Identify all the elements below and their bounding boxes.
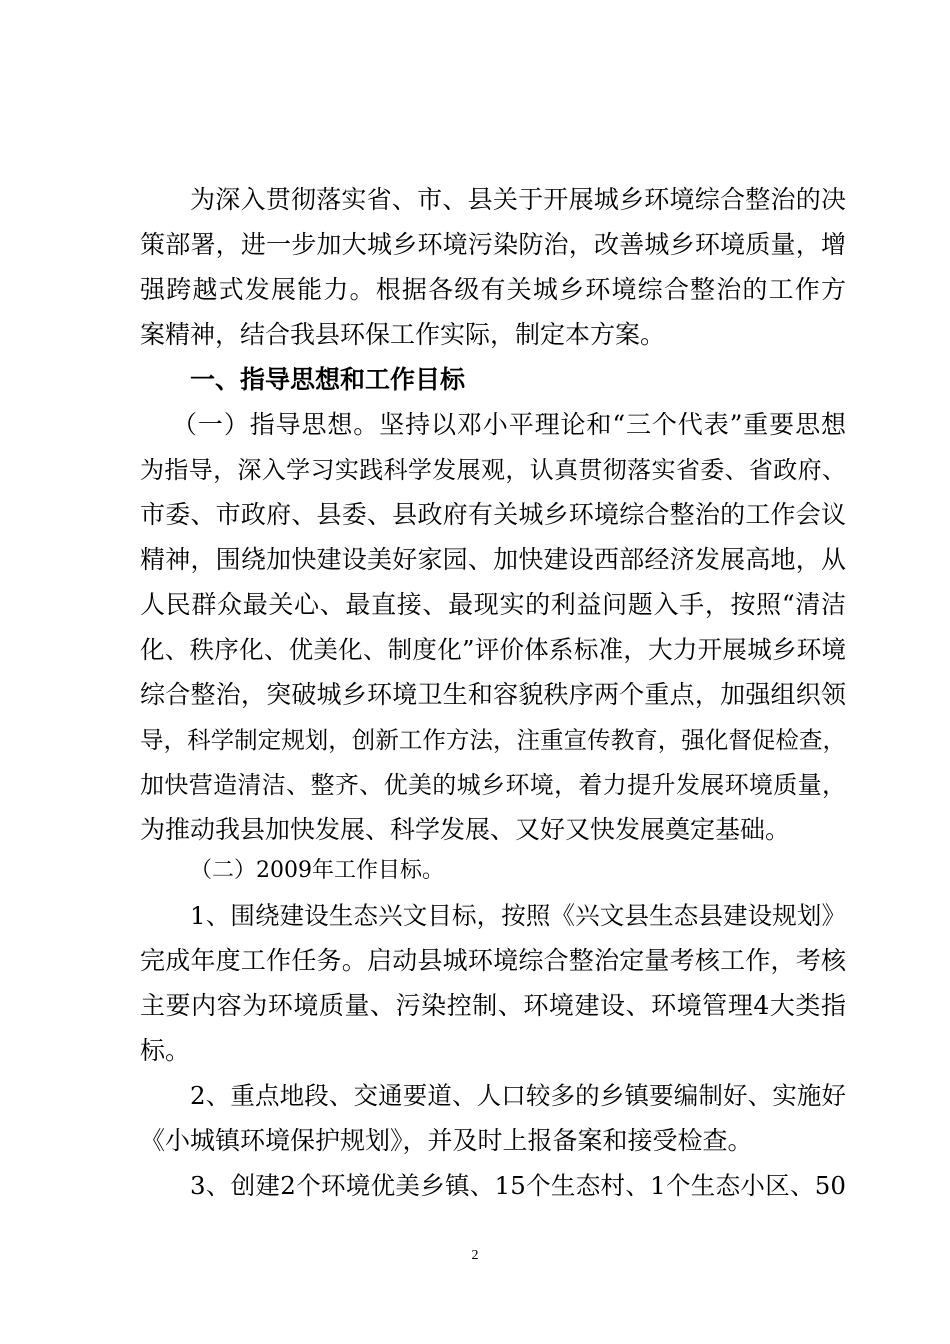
guiding-line-5: 人民群众最关心、最直接、最现实的利益问题入手，按照“清洁 <box>140 590 846 619</box>
guiding-line-4: 精神，围绕加快建设美好家园、加快建设西部经济发展高地，从 <box>140 545 846 574</box>
page-number: 2 <box>471 1248 479 1263</box>
guiding-line-1: （一）指导思想。坚持以邓小平理论和“三个代表”重要思想 <box>172 410 846 439</box>
guiding-line-6: 化、秩序化、优美化、制度化”评价体系标准，大力开展城乡环境 <box>140 635 846 664</box>
intro-line-1: 为深入贯彻落实省、市、县关于开展城乡环境综合整治的决 <box>190 185 846 214</box>
intro-line-4: 案精神，结合我县环保工作实际，制定本方案。 <box>140 320 666 349</box>
goal1-line-3: 主要内容为环境质量、污染控制、环境建设、环境管理4大类指 <box>140 991 846 1020</box>
goal1-line-4: 标。 <box>140 1036 191 1065</box>
goal1-line-1: 1、围绕建设生态兴文目标，按照《兴文县生态县建设规划》 <box>190 901 846 930</box>
intro-line-3: 强跨越式发展能力。根据各级有关城乡环境综合整治的工作方 <box>140 275 846 304</box>
guiding-line-10: 为推动我县加快发展、科学发展、又好又快发展奠定基础。 <box>140 815 791 844</box>
goal2-line-2: 《小城镇环境保护规划》，并及时上报备案和接受检查。 <box>140 1126 753 1155</box>
goal2-line-1: 2、重点地段、交通要道、人口较多的乡镇要编制好、实施好 <box>190 1081 846 1110</box>
guiding-line-2: 为指导，深入学习实践科学发展观，认真贯彻落实省委、省政府、 <box>140 456 846 484</box>
section-heading: 一、指导思想和工作目标 <box>190 365 466 394</box>
goal1-line-2: 完成年度工作任务。启动县城环境综合整治定量考核工作，考核 <box>140 946 846 975</box>
guiding-line-9: 加快营造清洁、整齐、优美的城乡环境，着力提升发展环境质量， <box>140 771 846 799</box>
guiding-line-8: 导，科学制定规划，创新工作方法，注重宣传教育，强化督促检查， <box>140 726 846 754</box>
intro-line-2: 策部署，进一步加大城乡环境污染防治，改善城乡环境质量，增 <box>140 230 846 259</box>
guiding-line-3: 市委、市政府、县委、县政府有关城乡环境综合整治的工作会议 <box>140 500 846 529</box>
goals-heading: （二）2009年工作目标。 <box>190 858 444 883</box>
guiding-line-7: 综合整治，突破城乡环境卫生和容貌秩序两个重点，加强组织领 <box>140 680 846 709</box>
goal3-line-1: 3、创建2个环境优美乡镇、15个生态村、1个生态小区、50 <box>190 1171 846 1200</box>
